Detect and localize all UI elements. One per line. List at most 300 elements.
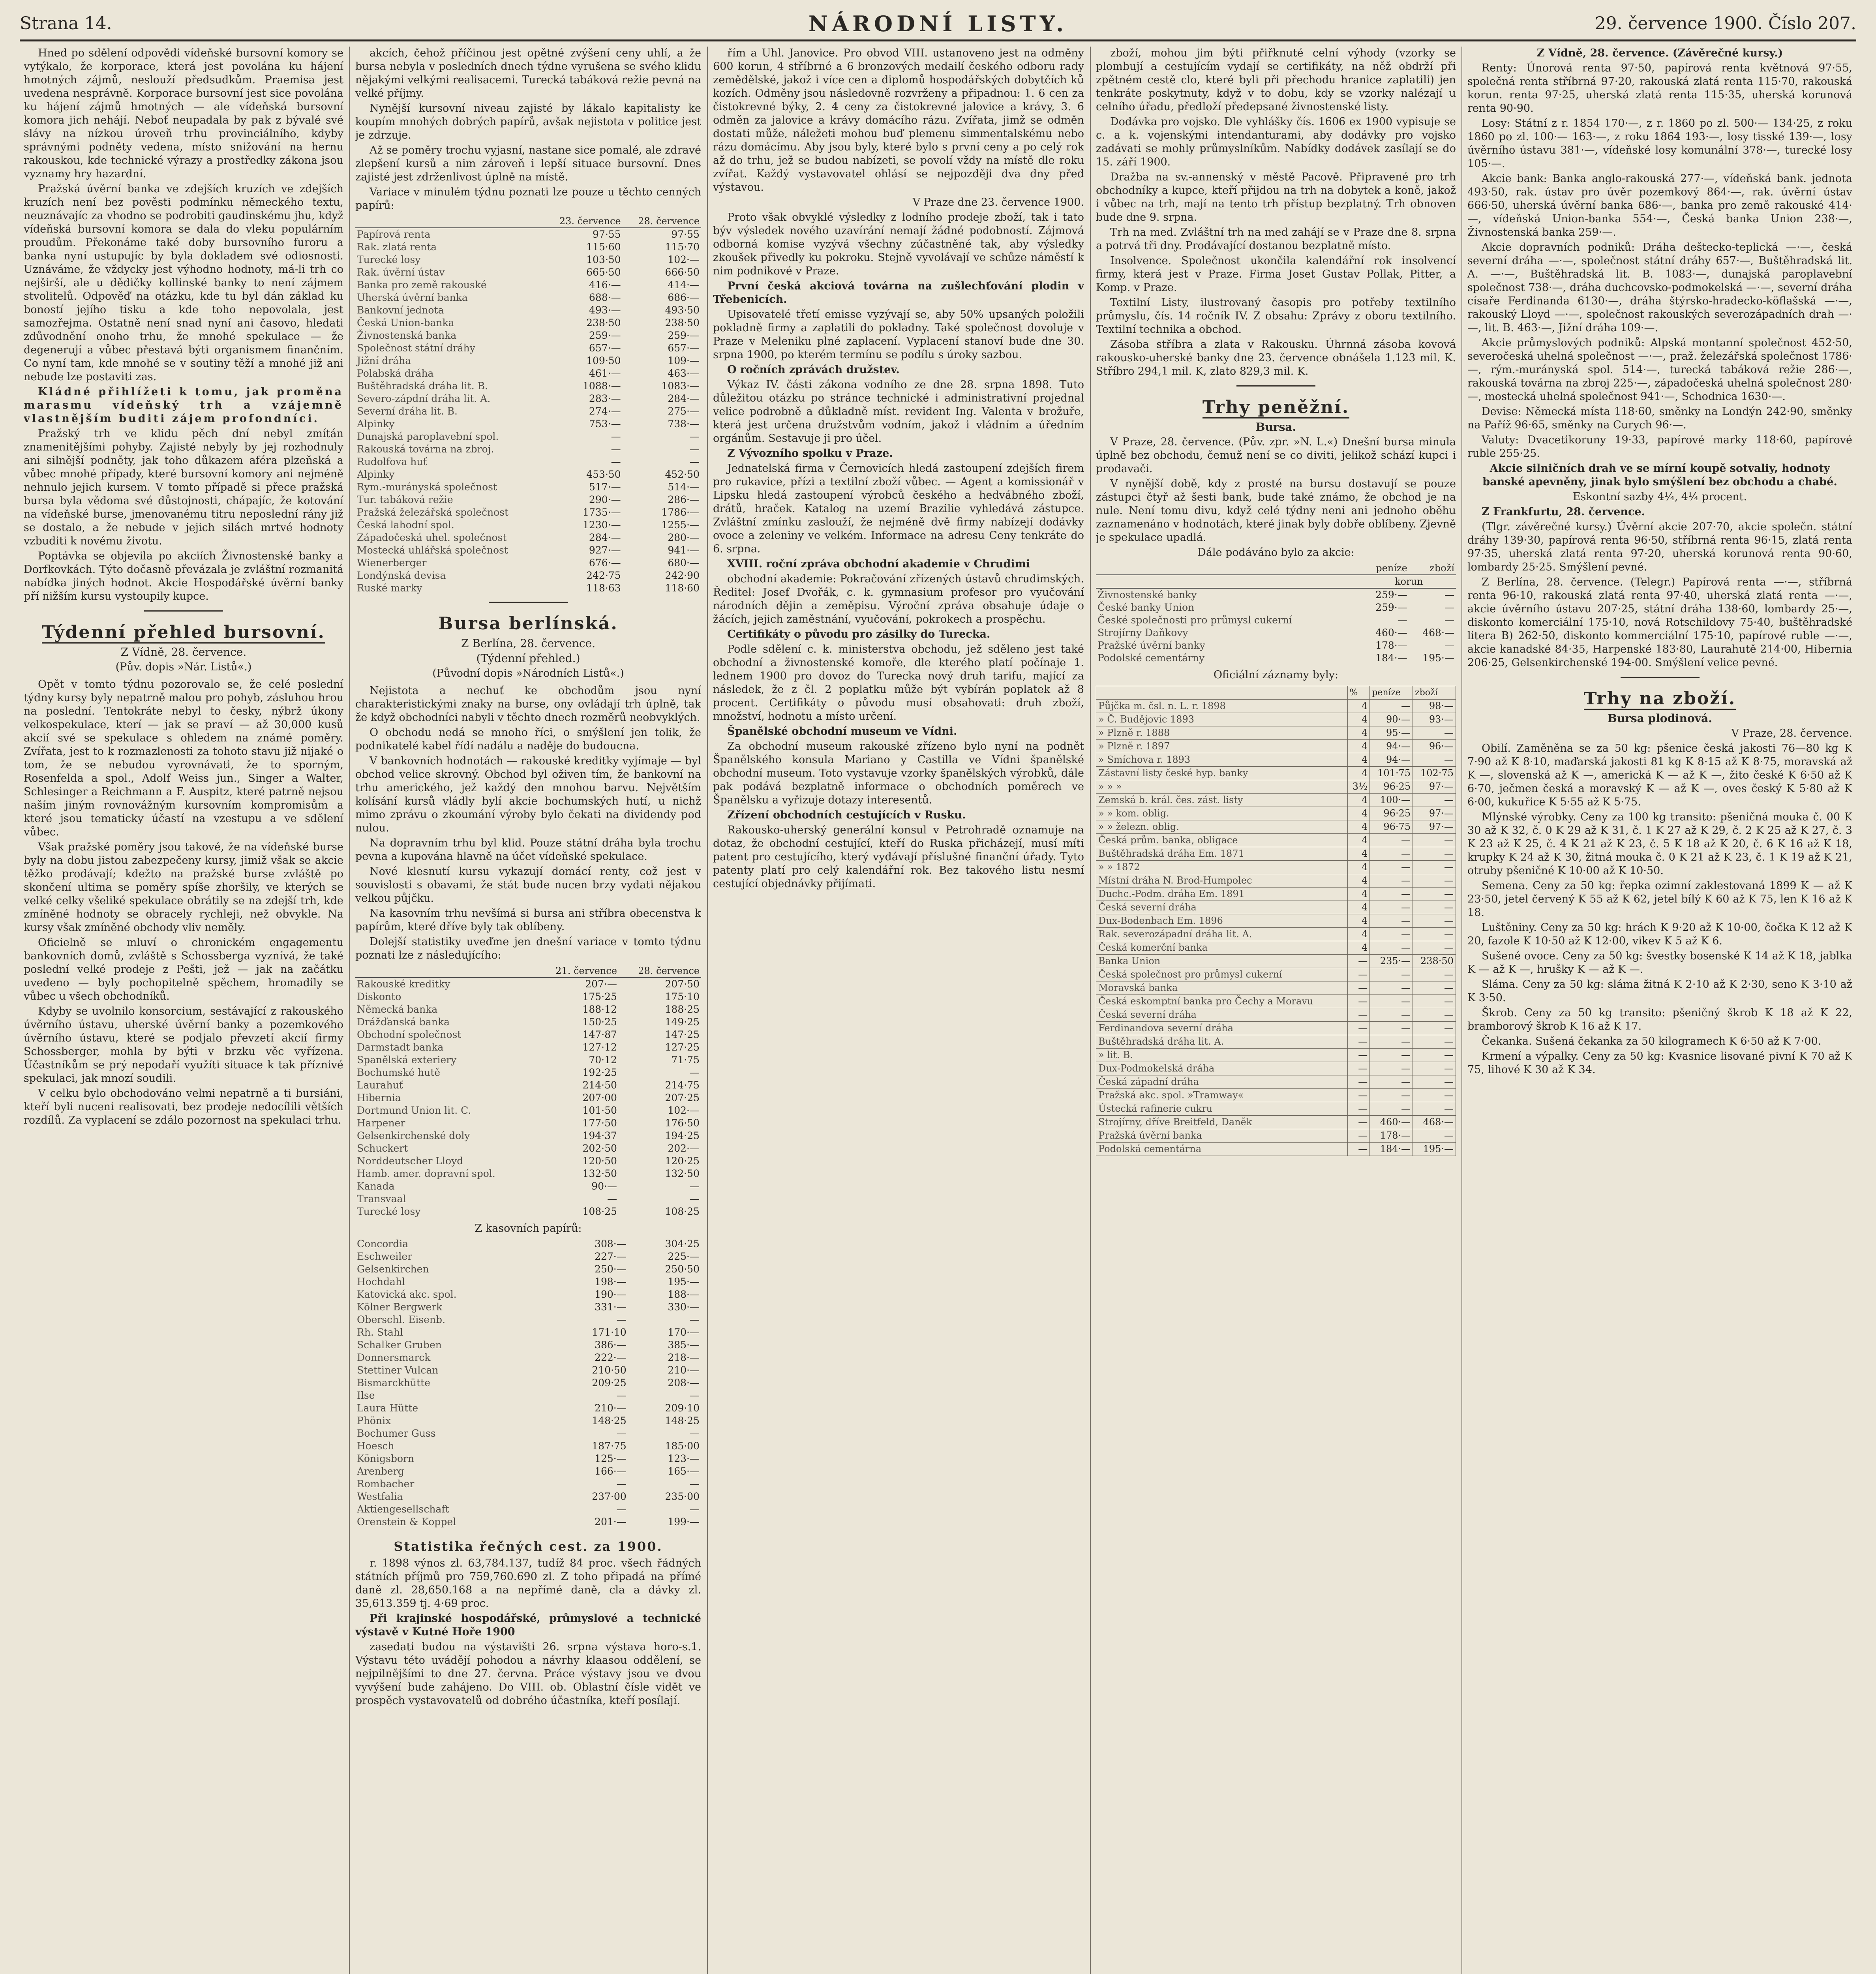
table-row <box>1096 834 1456 847</box>
row-value: — <box>1347 1075 1370 1089</box>
column-rule <box>1090 47 1091 1974</box>
row-label: Severní dráha lit. B. <box>357 405 458 417</box>
paragraph: Na dopravním trhu byl klid. Pouze státní dráha byla trochu pevna a kupována hlavně na účet vídeňské spekulace. <box>355 837 701 863</box>
row-value: — <box>690 456 700 467</box>
row-value: 1786·— <box>661 507 700 518</box>
table-row <box>1096 639 1456 652</box>
row-label: Česká severní dráha <box>1096 1008 1348 1022</box>
row-value: 93·— <box>1413 713 1456 726</box>
paragraph: Luštěniny. Ceny za 50 kg: hrách K 9·20 až K 10·00, čočka K 12 až K 20, fazole K 10·50 až K 12·00, vikev K 5 až K 6. <box>1467 921 1852 947</box>
row-value: 493·50 <box>665 304 700 316</box>
row-value: 209·25 <box>592 1377 627 1389</box>
table-row <box>355 1054 701 1066</box>
row-value: 468·— <box>1422 627 1454 638</box>
paragraph: Trh na med. Zvláštní trh na med zahájí se v Praze dne 8. srpna a potrvá tři dny. Prodávající dostanou bezplatně místo. <box>1096 226 1456 252</box>
row-value: — <box>1413 968 1456 981</box>
row-value: — <box>1370 888 1413 901</box>
row-label: Papírová renta <box>357 229 431 240</box>
row-value: — <box>1397 614 1407 626</box>
berlin-quote-table: 21. července 28. července Rakouské kreditky 207·— 207·50 Diskonto 175·25 175·10 Německá banka 188·12 188·25 Drážďanská banka 150·25 149·25 Obchodní společnost 147·87 147·25 Darmstadt banka 127·12 127·25 Spanělská exteriery 70·12 71·75 Bochumské hutě 192·25 — Laurahuť 214·50 214·75 Hibernia 207·00 207·25 Dortmund Union lit. C. 101·50 102·— Harpener 177·50 176·50 Gelsenkirchenské doly 194·37 194·25 Schuckert 202·50 202·— Norddeutscher Lloyd 120·50 120·25 Hamb. amer. dopravní spol. 132·50 132·50 Kanada 90·— — Transvaal — — Turecké losy 108·25 108·25 <box>355 964 701 1218</box>
row-value: — <box>616 1314 627 1325</box>
column-2 <box>355 47 701 1974</box>
row-value: 414·— <box>668 279 700 291</box>
row-value: — <box>1413 874 1456 888</box>
row-value: — <box>1370 861 1413 874</box>
row-label: Moravská banka <box>1096 981 1348 995</box>
row-value: 97·— <box>1413 807 1456 820</box>
table-row <box>355 1130 701 1142</box>
row-value: 214·75 <box>665 1079 700 1091</box>
table-row <box>355 1452 701 1465</box>
row-label: České banky Union <box>1097 602 1195 613</box>
row-value: — <box>1347 1089 1370 1102</box>
paragraph: r. 1898 výnos zl. 63,784.137, tudíž 84 proc. všech řádných státních příjmů pro 759,760.690 zl. Z toho připadá na přímé daně zl. 28,650.168 a na nepřímé daně, cla a dávky zl. 35,613.359 tj. 4·69 proc. <box>355 1557 701 1610</box>
table-row <box>1096 955 1456 968</box>
row-value: 1088·— <box>583 380 621 392</box>
table-row <box>355 405 701 418</box>
row-value: 100·— <box>1370 794 1413 807</box>
row-value: 90·— <box>1370 713 1413 726</box>
row-value: 147·87 <box>582 1029 617 1040</box>
row-label: Donnersmarck <box>357 1352 431 1363</box>
row-value: 927·— <box>589 544 621 556</box>
quote-table-body <box>355 228 701 595</box>
row-value: 275·— <box>668 405 700 417</box>
table-row <box>355 367 701 380</box>
table-row <box>1096 901 1456 914</box>
row-value: 96·— <box>1413 740 1456 753</box>
table-row <box>1096 1089 1456 1102</box>
row-value: 1255·— <box>661 519 700 531</box>
row-label: Buštěhradská dráha lit. B. <box>357 380 488 392</box>
row-label: Rudolfova huť <box>357 456 427 467</box>
row-value: — <box>611 431 621 442</box>
row-label: Pražská akc. spol. »Tramway« <box>1096 1089 1348 1102</box>
row-label: » » 1872 <box>1096 861 1348 874</box>
paragraph: řím a Uhl. Janovice. Pro obvod VIII. ustanoveno jest na odměny 600 korun, 4 stříbrné a 6 bronzových medailí českého odboru rady zemědělské, jakož i více cen a diplomů hospodářských dobytčích ků kozích. Odměny jsou následovně rozvrženy a připadnou: 1. 6 cen za čistokrevné býky, 2. 4 ceny za čistokrevné jalovice a krávy, 3. 6 odměn za jalovice a krávy domácího rázu. Zvířata, jimž se odměn dostati může, náležeti mohou buď plemenu simmentalskému nebo rázu domácímu. Aby jsou byly, které bylo s první ceny a po celý rok až do trhu, jež se budou nabízeti, se povolí vždy na místě dle roku zvířat. Každý vystavovatel ohlásí se nejpozději dva dny před výstavou. <box>713 47 1084 193</box>
row-value: 94·— <box>1370 740 1413 753</box>
newspaper-title: NÁRODNÍ LISTY. <box>808 11 1068 36</box>
row-value: 218·— <box>668 1352 700 1363</box>
table-row <box>355 380 701 392</box>
row-value: 132·50 <box>665 1168 700 1179</box>
table-row <box>1096 794 1456 807</box>
akcie-table: peníze zboží korun Živnostenské banky 259·— — České banky Union 259·— — České společnosti pro průmysl cukerní — — Strojírny Daňkovy 460·— 468·— Pražské úvěrní banky 178·— — Podolské cementárny 184·— 195·— <box>1096 562 1456 664</box>
paragraph: Hned po sdělení odpovědi vídeňské bursovní komory se vytýkalo, že korporace, která jest povolána ku hájení hmotných zájmů, neslouží předsudkům. Praemisa jest uvedena nesprávně. Korporace bursovní jest sice povolána ku hájení zájmů hmotných — ale vídeňská bursovní komora jich nehájí. Neboť neupadala by pak z bývalé své slávy na nízkou úroveň trhu provinciálního, kdyby správnými podněty vedena, místo snižování na hernu rakouskou, kde technické výrazy a prostředky zákona jsou vyznamy hry hazardní. <box>24 47 343 180</box>
row-value: — <box>1445 614 1454 626</box>
table-row <box>355 506 701 519</box>
table-row <box>1096 740 1456 753</box>
row-value: 238·50 <box>665 317 700 328</box>
row-value: — <box>1413 914 1456 928</box>
row-value: 202·50 <box>582 1143 617 1154</box>
table-row <box>355 991 701 1003</box>
row-value: 1735·— <box>583 507 621 518</box>
row-value: 71·75 <box>671 1054 700 1066</box>
row-label: Živnostenská banka <box>357 330 457 341</box>
row-value: 199·— <box>668 1516 700 1527</box>
berlin-quote-table-body <box>355 978 701 1218</box>
row-value: 109·— <box>668 355 700 366</box>
row-value: 178·— <box>1370 1129 1413 1143</box>
row-label: Turecké losy <box>357 1206 421 1217</box>
paragraph: Mlýnské výrobky. Ceny za 100 kg transito: pšeničná mouka č. 00 K 30 až K 32, č. 0 K 29 až K 31, č. 1 K 27 až K 29, č. 2 K 25 až K 27, č. 3 K 23 až K 25, č. 4 K 21 až K 23, č. 5 K 18 až K 20, č. 6 K 16 až K 18, krupky K 24 až K 30, žitná mouka č. 0 K 21 až K 23, č. 1 K 19 až K 21, otruby pšeničné K 10·00 až K 10·50. <box>1467 811 1852 877</box>
row-label: Západočeská uhel. společnost <box>357 532 507 543</box>
row-value: 386·— <box>595 1339 627 1351</box>
table-row <box>355 1180 701 1193</box>
table-row <box>355 1326 701 1339</box>
paragraph-heading: Z Vídně, 28. července. (Závěrečné kursy.) <box>1536 47 1783 59</box>
row-value: 101·75 <box>1370 767 1413 780</box>
row-label: Místní dráha N. Brod-Humpolec <box>1096 874 1348 888</box>
row-value: 250·— <box>595 1263 627 1275</box>
row-value: 195·— <box>668 1276 700 1287</box>
row-value: 4 <box>1347 874 1370 888</box>
paragraph: Sušené ovoce. Ceny za 50 kg: švestky bosenské K 14 až K 18, jablka K — až K —, hrušky K — až K —. <box>1467 950 1852 976</box>
row-value: 4 <box>1347 901 1370 914</box>
paragraph: Rakousko-uherský generální konsul v Petrohradě oznamuje na dotaz, že obchodní cestující, kteří do Ruska přicházejí, musí míti patent pro cestujícího, který vydávají příslušné finanční úřady. Tyto patenty platí pro celý kalendářní rok. Bez takového listu nesmí cestující objednávky přijímati. <box>713 824 1084 890</box>
row-value: 290·— <box>589 494 621 505</box>
paragraph: Eskontní sazby 4¼, 4¼ procent. <box>1572 491 1747 503</box>
row-value: — <box>690 1503 700 1515</box>
row-label: Ilse <box>357 1390 375 1401</box>
section-dateline: Z Vídně, 28. července. <box>120 645 247 659</box>
row-value: 194·37 <box>582 1130 617 1141</box>
row-value: 208·— <box>668 1377 700 1389</box>
column-4 <box>1096 47 1456 1974</box>
row-value: — <box>1370 847 1413 861</box>
row-value: 468·— <box>1413 1116 1456 1129</box>
table-row <box>355 1263 701 1276</box>
row-label: Norddeutscher Lloyd <box>357 1155 463 1167</box>
row-label: Polabská dráha <box>357 368 434 379</box>
table-row <box>355 291 701 304</box>
paragraph: V nynější době, kdy z prosté na bursu dostavují se pouze zástupci čtyř až šesti bank, bude také známo, že obchod je na nule. Není tomu divu, když celé týdny neni ani jednoho oběhu zaznamenáno v hodnotách, které jinak byly dobře oblíbeny. Zjevně je spekulace upadlá. <box>1096 478 1456 544</box>
row-value: 274·— <box>589 405 621 417</box>
table-row <box>355 1079 701 1092</box>
table-row <box>355 1313 701 1326</box>
paragraph: Poptávka se objevila po akciích Živnostenské banky a Dorfkovkách. Týto dočasně převázala je zvláštní rozmanitá nabídka jiných hodnot. Akcie Hospodářské úvěrní banky pří nižším kursu vystoupily kupce. <box>24 550 343 602</box>
table-row <box>1096 780 1456 794</box>
row-value: 195·— <box>1422 652 1454 664</box>
row-label: » Č. Budějovic 1893 <box>1096 713 1348 726</box>
row-value: 96·25 <box>1370 780 1413 794</box>
row-label: Aktiengesellschaft <box>357 1503 449 1515</box>
row-label: Hoesch <box>357 1440 394 1452</box>
row-value: — <box>1413 1129 1456 1143</box>
row-label: Pražská železářská společnost <box>357 507 508 518</box>
table-row <box>355 1465 701 1478</box>
row-value: — <box>1445 602 1454 613</box>
table-row <box>355 1301 701 1313</box>
akcie-table-body <box>1096 588 1456 664</box>
row-label: Hochdahl <box>357 1276 405 1287</box>
row-value: 1230·— <box>583 519 621 531</box>
section-source: (Původní dopis »Národních Listů«.) <box>432 667 624 679</box>
row-value: 676·— <box>589 557 621 569</box>
row-value: 148·25 <box>665 1415 700 1426</box>
row-value: — <box>1347 1035 1370 1049</box>
row-label: Strojírny Daňkovy <box>1097 627 1188 638</box>
row-label: » lit. B. <box>1096 1049 1348 1062</box>
row-value: 657·— <box>589 342 621 354</box>
official-table-body <box>1096 700 1456 1156</box>
row-label: Kanada <box>357 1180 395 1192</box>
row-value: 123·— <box>668 1453 700 1464</box>
row-value: 1083·— <box>661 380 700 392</box>
row-label: Zemská b. král. čes. zást. listy <box>1096 794 1348 807</box>
row-value: 96·75 <box>1370 820 1413 834</box>
row-value: 149·25 <box>665 1016 700 1028</box>
row-value: 108·25 <box>582 1206 617 1217</box>
row-value: — <box>1413 1049 1456 1062</box>
page-number: Strana 14. <box>20 13 112 34</box>
table-row <box>355 1016 701 1028</box>
row-value: 680·— <box>668 557 700 569</box>
table-row <box>355 1478 701 1490</box>
paragraph: Dražba na sv.-annenský v městě Pacově. Připravené pro trh obchodníky a kupce, kteří přijdou na trh na dobytek a koně, jakož i vůbec na trh, mají na tento trh přístup bezplatný. Trh obnoven bude dne 9. srpna. <box>1096 171 1456 223</box>
row-value: — <box>1370 1049 1413 1062</box>
row-value: — <box>1347 1129 1370 1143</box>
masthead <box>20 8 1856 41</box>
section-subtitle: Bursa plodinová. <box>1608 712 1712 725</box>
row-value: 207·25 <box>665 1092 700 1103</box>
row-value: 416·— <box>589 279 621 291</box>
row-label: Gelsenkirchen <box>357 1263 429 1275</box>
row-label: Banka pro země rakouské <box>357 279 487 291</box>
paragraph-heading: Certifikáty o původu pro zásilky do Turecka. <box>727 628 991 640</box>
paragraph: Však pražské poměry jsou takové, že na vídeňské burse byly na dobu jistou zabezpečeny kursy, jimiž však se akcie těžko prodávají; kdežto na pražské burse zvláště po skončení ultima se poměry spíše zhoršily, ve kterých se velké celky všeliké spekulace obrátily se na zdejší trh, kde zmíněné hodnoty se obracely rychleji, než obvykle. Na kursy však zmíněné obchody vliv neměly. <box>24 841 343 934</box>
kasovni-table-body <box>355 1238 701 1528</box>
row-value: 95·— <box>1370 726 1413 740</box>
row-value: 102·75 <box>1413 767 1456 780</box>
row-value: — <box>1370 700 1413 713</box>
row-value: 665·50 <box>586 266 621 278</box>
row-value: 4 <box>1347 740 1370 753</box>
row-value: — <box>616 1390 627 1401</box>
table-row <box>355 1276 701 1288</box>
row-value: — <box>690 1314 700 1325</box>
paragraph: Nejistota a nechuť ke obchodům jsou nyní charakteristickými znaky na burse, ony ovládají trh úplně, tak že když obchodníci nabyli v těchto dnech rozměrů neobvyklých. <box>355 685 701 724</box>
table-row <box>355 1288 701 1301</box>
section-source: (Pův. dopis »Nár. Listů«.) <box>115 661 252 673</box>
table-row <box>1096 981 1456 995</box>
row-value: 194·25 <box>665 1130 700 1141</box>
table-row <box>355 1104 701 1117</box>
row-value: — <box>1413 1075 1456 1089</box>
paragraph: Sláma. Ceny za 50 kg: sláma žitná K 2·10 až K 2·30, seno K 3·10 až K 3·50. <box>1467 978 1852 1004</box>
row-value: — <box>1413 995 1456 1008</box>
row-value: 108·25 <box>665 1206 700 1217</box>
row-value: — <box>1413 1008 1456 1022</box>
row-value: 210·50 <box>592 1364 627 1376</box>
table-row <box>1096 1129 1456 1143</box>
row-label: Bochumer Guss <box>357 1428 436 1439</box>
paragraph: Dodávka pro vojsko. Dle vyhlášky čís. 1606 ex 1900 vypisuje se c. a k. vojenskými intendanturami, aby dodávky pro vojsko zadávati se mohly průmyslníkům. Nabídky dodávek zasílají se do 15. září 1900. <box>1096 116 1456 168</box>
row-value: — <box>690 1390 700 1401</box>
row-value: 517·— <box>589 481 621 493</box>
row-value: 147·25 <box>665 1029 700 1040</box>
row-value: — <box>1413 794 1456 807</box>
row-value: 666·50 <box>665 266 700 278</box>
section-title: Bursa berlínská. <box>438 614 618 634</box>
row-value: 94·— <box>1370 753 1413 767</box>
row-label: Rakouské kreditky <box>357 978 450 990</box>
row-value: 452·50 <box>665 469 700 480</box>
row-label: Strojírny, dříve Breitfeld, Daněk <box>1096 1116 1348 1129</box>
row-value: 238·50 <box>1413 955 1456 968</box>
paragraph: Renty: Únorová renta 97·50, papírová renta květnová 97·55, společná renta stříbrná 97·20, rakouská zlatá renta 115·70, rakouská korun. renta 97·25, uherská zlatá renta 115·35, uherská korunová renta 90·90. <box>1467 62 1852 114</box>
paragraph: Devise: Německá místa 118·60, směnky na Londýn 242·90, směnky na Paříž 96·65, směnky na Curych 96·—. <box>1467 405 1852 431</box>
table-row <box>1096 767 1456 780</box>
paragraph: Jednatelská firma v Černovicích hledá zastoupení zdejších firem pro rukavice, přízi a textilní zboží vůbec. — Agent a komissionář v Lipsku hledá zastoupení výrobců českého a hedvábného zboží, drátů, hraček. Katalog na uzemí Brazilie vyhledává zástupce. Zvláštní zmínku zaslouží, že nejméně dvě firmy nabízejí dodávky ovoce a zeleniny ve velkém. Informace na adresu Ceny tenkráte do 6. srpna. <box>713 462 1084 555</box>
section-dateline: Z Berlína, 28. července. <box>461 637 595 650</box>
row-value: 460·— <box>1370 1116 1413 1129</box>
row-value: 192·25 <box>582 1067 617 1078</box>
table-row <box>355 329 701 342</box>
paragraph: Akcie silničních drah ve se mírní koupě sotvaliy, hodnoty banské apevněny, jinak bylo smýšlení bez obchodu a chabé. <box>1482 462 1837 488</box>
row-value: — <box>1347 995 1370 1008</box>
table-row <box>355 1389 701 1402</box>
row-value: 4 <box>1347 941 1370 955</box>
row-value: — <box>1370 914 1413 928</box>
row-value: 4 <box>1347 820 1370 834</box>
table-row <box>355 443 701 456</box>
column-5 <box>1467 47 1852 1974</box>
row-value: 177·50 <box>582 1117 617 1129</box>
row-value: 238·50 <box>586 317 621 328</box>
row-label: Dortmund Union lit. C. <box>357 1105 471 1116</box>
table-row <box>1096 1143 1456 1156</box>
table-row <box>355 355 701 367</box>
row-label: Alpinky <box>357 418 395 430</box>
row-value: 461·— <box>589 368 621 379</box>
row-label: Orenstein & Koppel <box>357 1516 456 1527</box>
row-value: — <box>1413 1062 1456 1075</box>
row-label: Severo-zápdní dráha lit. A. <box>357 393 491 404</box>
row-value: 235·— <box>1370 955 1413 968</box>
row-value: 187·75 <box>592 1440 627 1452</box>
row-label: » » kom. oblig. <box>1096 807 1348 820</box>
row-value: 493·— <box>589 304 621 316</box>
row-value: 120·50 <box>582 1155 617 1167</box>
row-value: 127·25 <box>665 1041 700 1053</box>
row-value: 214·50 <box>582 1079 617 1091</box>
table-row <box>1096 614 1456 627</box>
row-value: 4 <box>1347 847 1370 861</box>
paragraph: Na kasovním trhu nevšímá si bursa ani stříbra obecenstva k papírům, které dříve byly tak oblíbeny. <box>355 907 701 933</box>
row-value: 97·— <box>1413 820 1456 834</box>
row-value: 198·— <box>595 1276 627 1287</box>
table-row <box>1096 601 1456 614</box>
paragraph-heading: XVIII. roční zpráva obchodní akademie v Chrudimi <box>727 558 1030 570</box>
row-value: 227·— <box>595 1251 627 1262</box>
paragraph-heading: Zřízení obchodních cestujících v Rusku. <box>727 809 966 821</box>
row-value: — <box>611 456 621 467</box>
row-value: 330·— <box>668 1301 700 1313</box>
column-3 <box>713 47 1084 1974</box>
section-subtitle: (Týdenní přehled.) <box>476 652 580 665</box>
subsection-label: Oficiální záznamy byly: <box>1213 669 1339 681</box>
row-value: 235·00 <box>665 1491 700 1502</box>
column-rule <box>1461 47 1462 1974</box>
row-value: 90·— <box>591 1180 617 1192</box>
table-row <box>1096 914 1456 928</box>
row-value: 259·— <box>1375 602 1407 613</box>
row-value: 242·90 <box>665 570 700 581</box>
row-value: — <box>1347 1049 1370 1062</box>
row-value: 331·— <box>595 1301 627 1313</box>
paragraph: Oficielně se mluví o chronickém engagementu bankovních domů, zvláště s Schossberga vyznívá, že také poslední velké prodeje z Pešti, jež — jak na začátku uvedeno — byly pochopitelně spěchem, hromadily se vůbec u všech obchodníků. <box>24 936 343 1002</box>
table-row <box>355 430 701 443</box>
row-label: Ferdinandova severní dráha <box>1096 1022 1348 1035</box>
row-value: 460·— <box>1375 627 1407 638</box>
row-label: Eschweiler <box>357 1251 413 1262</box>
row-value: 210·— <box>595 1402 627 1414</box>
table-row <box>355 468 701 481</box>
paragraph: Upisovatelé třetí emisse vyzývají se, aby 50% upsaných položili pokladně firmy a zaplatili do pokladny. Také společnost dovoluje v Praze v Meleniku plné zaplacení. Vyplacení stanoví bude dne 30. srpna 1900, po kterém termínu se podílu s úroky sazbou. <box>713 308 1084 361</box>
row-value: — <box>1413 888 1456 901</box>
row-label: Laurahuť <box>357 1079 403 1091</box>
row-label: » » železn. oblig. <box>1096 820 1348 834</box>
row-value: — <box>1347 1102 1370 1116</box>
row-value: 207·50 <box>665 978 700 990</box>
row-label: Česká západní dráha <box>1096 1075 1348 1089</box>
row-label: Buštěhradská dráha lit. A. <box>1096 1035 1348 1049</box>
row-value: 753·— <box>589 418 621 430</box>
row-value: 176·50 <box>665 1117 700 1129</box>
section-title: Týdenní přehled bursovní. <box>24 622 343 643</box>
paragraph: Textilní Listy, ilustrovaný časopis pro potřeby textilního průmyslu, čís. 14 ročník IV. Z obsahu: Zprávy z oboru textilního. Textilní technika a obchod. <box>1096 296 1456 336</box>
row-value: 132·50 <box>582 1168 617 1179</box>
row-label: Turecké losy <box>357 254 421 265</box>
table-row <box>1096 627 1456 639</box>
column-rule <box>707 47 708 1974</box>
paragraph: V celku bylo obchodováno velmi nepatrně a ti bursiáni, kteří byli nuceni realisovati, bez prodeje nedocílili větších rozdílů. Za vyplacení se zdálo pozornost na spekulaci trhu. <box>24 1087 343 1126</box>
paragraph: V Praze, 28. července. (Pův. zpr. »N. L.«) Dnešní bursa minula úplně bez obchodu, čemuž není se co diviti, jelikož schází kupci i prodavači. <box>1096 436 1456 475</box>
row-value: 185·00 <box>665 1440 700 1452</box>
table-row <box>355 418 701 430</box>
row-value: 3½ <box>1347 780 1370 794</box>
row-label: Půjčka m. čsl. n. L. r. 1898 <box>1096 700 1348 713</box>
table-row <box>355 1003 701 1016</box>
row-value: 165·— <box>668 1465 700 1477</box>
table-row <box>355 241 701 253</box>
row-value: — <box>1413 1089 1456 1102</box>
row-label: » Plzně r. 1888 <box>1096 726 1348 740</box>
row-label: Rakouská továrna na zbroj. <box>357 443 494 455</box>
row-label: Zástavní listy české hyp. banky <box>1096 767 1348 780</box>
column-1 <box>24 47 343 1974</box>
paragraph: Výkaz IV. části zákona vodního ze dne 28. srpna 1898. Tuto důležitou otázku po stránce technické i administrativní projednal velice podrobně a důkladně míst. revident Ing. Valenta v brožuře, která jest určena družstvům vodním, jakož i vládním a úředním orgánům. Sestavuje ji pro účel. <box>713 379 1084 445</box>
table-row <box>355 1516 701 1528</box>
row-label: Ruské marky <box>357 582 422 594</box>
table-row <box>355 1028 701 1041</box>
row-value: 463·— <box>668 368 700 379</box>
paragraph: Semena. Ceny za 50 kg: řepka ozimní zaklestovaná 1899 K — až K 23·50, jetel červený K 55 až K 62, jetel bílý K 60 až K 75, len K 16 až K 18. <box>1467 880 1852 919</box>
section-divider <box>489 602 568 603</box>
paragraph: Variace v minulém týdnu poznati lze pouze u těchto cenných papírů: <box>355 186 701 212</box>
row-label: » Smíchova r. 1893 <box>1096 753 1348 767</box>
row-value: 109·50 <box>586 355 621 366</box>
row-label: Harpener <box>357 1117 405 1129</box>
table-row <box>1096 1075 1456 1089</box>
table-row <box>355 1402 701 1415</box>
section-title: Trhy na zboží. <box>1467 688 1852 709</box>
row-value: 171·10 <box>592 1327 627 1338</box>
row-value: 4 <box>1347 807 1370 820</box>
row-value: 259·— <box>1375 589 1407 600</box>
